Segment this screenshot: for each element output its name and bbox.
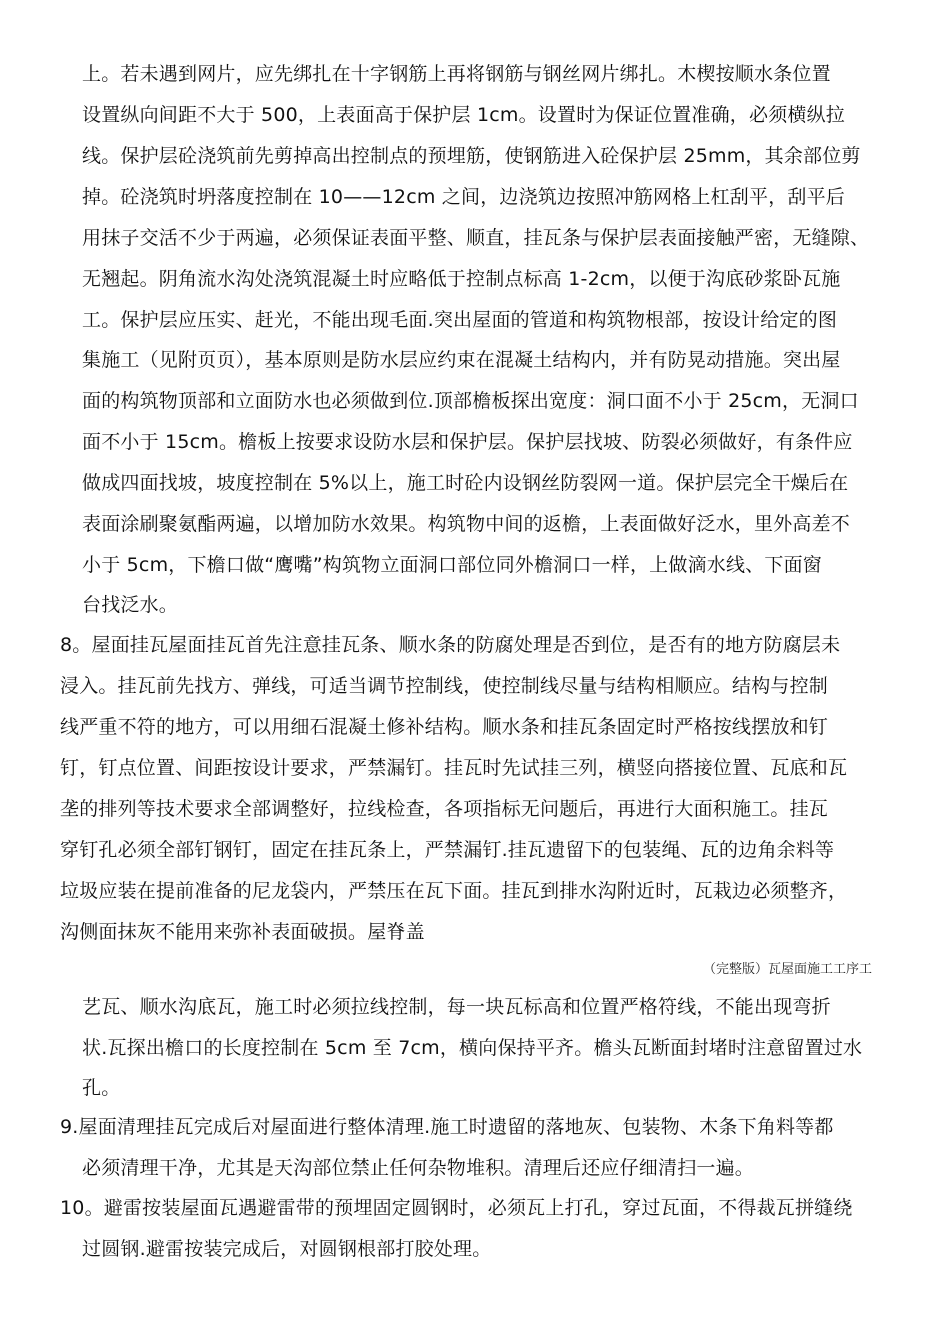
- paragraph-line: 做成四面找坡，坡度控制在 5%以上，施工时砼内设钢丝防裂网一道。保护层完全干燥后在: [82, 472, 849, 494]
- section-9-heading-line: 9.屋面清理挂瓦完成后对屋面进行整体清理.施工时遗留的落地灰、包装物、木条下角料等都: [60, 1116, 834, 1138]
- paragraph-line: 沟侧面抹灰不能用来弥补表面破损。屋脊盖: [60, 921, 425, 943]
- paragraph-line: 面的构筑物顶部和立面防水也必须做到位.顶部檐板探出宽度：洞口面不小于 25cm，无洞口: [82, 390, 859, 412]
- paragraph-line: 无翘起。阴角流水沟处浇筑混凝土时应略低于控制点标高 1-2cm，以便于沟底砂浆卧瓦施: [82, 268, 841, 290]
- paragraph-line: 台找泛水。: [82, 594, 179, 616]
- paragraph-line: 必须清理干净，尤其是天沟部位禁止任何杂物堆积。清理后还应仔细清扫一遍。: [82, 1157, 755, 1179]
- paragraph-line: 线。保护层砼浇筑前先剪掉高出控制点的预埋筋，使钢筋进入砼保护层 25mm，其余部位剪: [82, 145, 861, 167]
- section-8-heading-line: 8。屋面挂瓦屋面挂瓦首先注意挂瓦条、顺水条的防腐处理是否到位，是否有的地方防腐层未: [60, 634, 841, 656]
- paragraph-line: 浸入。挂瓦前先找方、弹线，可适当调节控制线，使控制线尽量与结构相顺应。结构与控制: [60, 675, 829, 697]
- paragraph-line: 线严重不符的地方，可以用细石混凝土修补结构。顺水条和挂瓦条固定时严格按线摆放和钉: [60, 716, 829, 738]
- paragraph-line: 掉。砼浇筑时坍落度控制在 10——12cm 之间，边浇筑边按照冲筋网格上杠刮平，刮平后: [82, 186, 845, 208]
- paragraph-line: 穿钉孔必须全部钉钢钉，固定在挂瓦条上，严禁漏钉.挂瓦遗留下的包装绳、瓦的边角余料等: [60, 839, 835, 861]
- paragraph-line: 用抹子交活不少于两遍，必须保证表面平整、顺直，挂瓦条与保护层表面接触严密，无缝隙、: [82, 227, 870, 249]
- paragraph-line: 艺瓦、顺水沟底瓦，施工时必须拉线控制，每一块瓦标高和位置严格符线，不能出现弯折: [82, 996, 831, 1018]
- paragraph-line: 工。保护层应压实、赶光，不能出现毛面.突出屋面的管道和构筑物根部，按设计给定的图: [82, 309, 838, 331]
- page-header: （完整版）瓦屋面施工工序工: [703, 962, 873, 977]
- paragraph-line: 状.瓦探出檐口的长度控制在 5cm 至 7cm，横向保持平齐。檐头瓦断面封堵时注意留置过水: [82, 1037, 863, 1059]
- paragraph-line: 垃圾应装在提前准备的尼龙袋内，严禁压在瓦下面。挂瓦到排水沟附近时，瓦栽边必须整齐，: [60, 880, 848, 902]
- paragraph-line: 孔。: [82, 1077, 121, 1099]
- section-10-heading-line: 10。避雷按装屋面瓦遇避雷带的预埋固定圆钢时，必须瓦上打孔，穿过瓦面，不得裁瓦拼缝绕: [60, 1197, 853, 1219]
- paragraph-line: 集施工（见附页页），基本原则是防水层应约束在混凝土结构内，并有防晃动措施。突出屋: [82, 349, 841, 371]
- paragraph-line: 垄的排列等技术要求全部调整好，拉线检查，各项指标无问题后，再进行大面积施工。挂瓦: [60, 798, 829, 820]
- paragraph-line: 面不小于 15cm。檐板上按要求设防水层和保护层。保护层找坡、防裂必须做好，有条件应: [82, 431, 853, 453]
- paragraph-line: 过圆钢.避雷按装完成后，对圆钢根部打胶处理。: [82, 1238, 492, 1260]
- paragraph-line: 钉，钉点位置、间距按设计要求，严禁漏钉。挂瓦时先试挂三列，横竖向搭接位置、瓦底和瓦: [60, 757, 848, 779]
- paragraph-line: 表面涂刷聚氨酯两遍，以增加防水效果。构筑物中间的返檐，上表面做好泛水，里外高差不: [82, 513, 851, 535]
- paragraph-line: 上。若未遇到网片，应先绑扎在十字钢筋上再将钢筋与钢丝网片绑扎。木楔按顺水条位置: [82, 63, 831, 85]
- paragraph-line: 设置纵向间距不大于 500，上表面高于保护层 1cm。设置时为保证位置准确，必须横纵拉: [82, 104, 845, 126]
- paragraph-line: 小于 5cm，下檐口做“鹰嘴”构筑物立面洞口部位同外檐洞口一样，上做滴水线、下面窗: [82, 554, 822, 576]
